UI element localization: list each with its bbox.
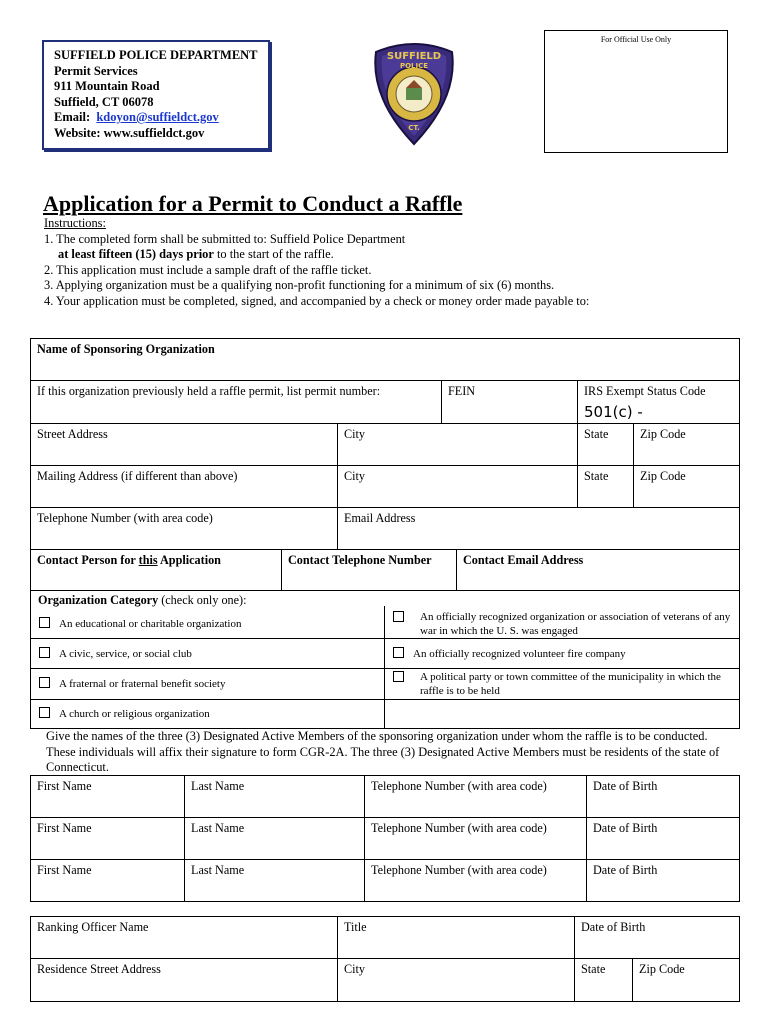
page-title: Application for a Permit to Conduct a Raffle [43, 191, 463, 216]
officer-city-field[interactable]: City [337, 958, 575, 1002]
contact-email-field[interactable]: Contact Email Address [456, 549, 740, 591]
officer-name-field[interactable]: Ranking Officer Name [30, 916, 338, 959]
instruction-2: 2. This application must include a sample draft of the raffle ticket. [44, 262, 372, 277]
city-field[interactable]: City [337, 423, 578, 466]
instructions [44, 216, 589, 309]
fein-field[interactable]: FEIN [441, 380, 578, 424]
dept-name: SUFFIELD POLICE DEPARTMENT [54, 48, 258, 62]
official-use-box [544, 30, 728, 153]
email-address-field[interactable]: Email Address [337, 507, 740, 550]
category-option-fire-company[interactable]: An officially recognized volunteer fire company [393, 647, 626, 661]
checkbox[interactable] [39, 647, 50, 658]
officer-dob-field[interactable]: Date of Birth [574, 916, 740, 959]
police-badge-logo [366, 38, 462, 146]
dept-street: 911 Mountain Road [54, 79, 160, 93]
category-option-fraternal[interactable]: A fraternal or fraternal benefit society [39, 677, 225, 691]
instruction-3: 3. Applying organization must be a qualifying non-profit functioning for a minimum of six (6) months. [44, 278, 555, 292]
member3-first-name[interactable]: First Name [30, 859, 185, 902]
mailing-state-field[interactable]: State [577, 465, 634, 508]
dept-website: Website: www.suffieldct.gov [54, 125, 205, 140]
instruction-1: 1. The completed form shall be submitted to: Suffield Police Department [44, 231, 406, 246]
svg-text:SUFFIELD: SUFFIELD [386, 51, 442, 62]
previous-permit-field[interactable]: If this organization previously held a raffle permit, list permit number: [30, 380, 442, 424]
checkbox[interactable] [393, 671, 404, 682]
member2-telephone[interactable]: Telephone Number (with area code) [364, 817, 587, 860]
org-name-field[interactable]: Name of Sponsoring Organization [30, 338, 740, 381]
official-use-label: For Official Use Only [600, 35, 672, 44]
checkbox[interactable] [393, 647, 404, 658]
dept-email-line: Email: kdoyon@suffieldct.gov [54, 110, 219, 124]
dept-city: Suffield, CT 06078 [54, 94, 154, 109]
member2-first-name[interactable]: First Name [30, 817, 185, 860]
category-rule-2 [30, 668, 740, 669]
category-rule-1 [30, 638, 740, 639]
mailing-city-field[interactable]: City [337, 465, 578, 508]
category-option-political[interactable]: A political party or town committee of the municipality in which the raffle is to be held [393, 670, 733, 698]
svg-text:POLICE: POLICE [399, 62, 429, 70]
category-option-civic[interactable]: A civic, service, or social club [39, 647, 192, 661]
officer-state-field[interactable]: State [574, 958, 633, 1002]
contact-person-field[interactable]: Contact Person for this Application [30, 549, 282, 591]
category-label: Organization Category (check only one): [38, 593, 247, 607]
dept-unit: Permit Services [54, 63, 138, 78]
street-address-field[interactable]: Street Address [30, 423, 338, 466]
department-contact-box [42, 40, 270, 150]
zip-field[interactable]: Zip Code [633, 423, 740, 466]
officer-zip-field[interactable]: Zip Code [632, 958, 740, 1002]
email-link[interactable]: kdoyon@suffieldct.gov [96, 110, 219, 124]
member1-first-name[interactable]: First Name [30, 775, 185, 818]
member2-last-name[interactable]: Last Name [184, 817, 365, 860]
instructions-label: Instructions: [44, 216, 106, 230]
checkbox[interactable] [39, 617, 50, 628]
mailing-address-field[interactable]: Mailing Address (if different than above) [30, 465, 338, 508]
svg-text:CT.: CT. [408, 124, 420, 132]
member1-last-name[interactable]: Last Name [184, 775, 365, 818]
member3-last-name[interactable]: Last Name [184, 859, 365, 902]
category-option-educational[interactable]: An educational or charitable organization [39, 617, 241, 631]
irs-code-field[interactable]: IRS Exempt Status Code 501(c) - [577, 380, 740, 424]
officer-residence-field[interactable]: Residence Street Address [30, 958, 338, 1002]
member3-dob[interactable]: Date of Birth [586, 859, 740, 902]
member1-telephone[interactable]: Telephone Number (with area code) [364, 775, 587, 818]
members-instruction: Give the names of the three (3) Designated Active Members of the sponsoring organization under whom the raffle is to be conducted. These individuals will affix their signature to form CGR-2A. The three (3) Designated Active Members must be residents of the state of Connecticut. [46, 729, 720, 774]
category-option-veterans[interactable]: An officially recognized organization or association of veterans of any war in which the U. S. was engaged [393, 610, 733, 638]
state-field[interactable]: State [577, 423, 634, 466]
instruction-4: 4. Your application must be completed, signed, and accompanied by a check or money order made payable to: [44, 293, 590, 308]
category-option-church[interactable]: A church or religious organization [39, 707, 210, 721]
category-rule-3 [30, 699, 740, 700]
checkbox[interactable] [39, 677, 50, 688]
member1-dob[interactable]: Date of Birth [586, 775, 740, 818]
checkbox[interactable] [39, 707, 50, 718]
contact-phone-field[interactable]: Contact Telephone Number [281, 549, 457, 591]
instruction-1-deadline: at least fifteen (15) days prior to the start of the raffle. [58, 247, 334, 261]
officer-title-field[interactable]: Title [337, 916, 575, 959]
mailing-zip-field[interactable]: Zip Code [633, 465, 740, 508]
telephone-field[interactable]: Telephone Number (with area code) [30, 507, 338, 550]
irs-code-value: 501(c) - [584, 403, 643, 421]
member3-telephone[interactable]: Telephone Number (with area code) [364, 859, 587, 902]
member2-dob[interactable]: Date of Birth [586, 817, 740, 860]
checkbox[interactable] [393, 611, 404, 622]
